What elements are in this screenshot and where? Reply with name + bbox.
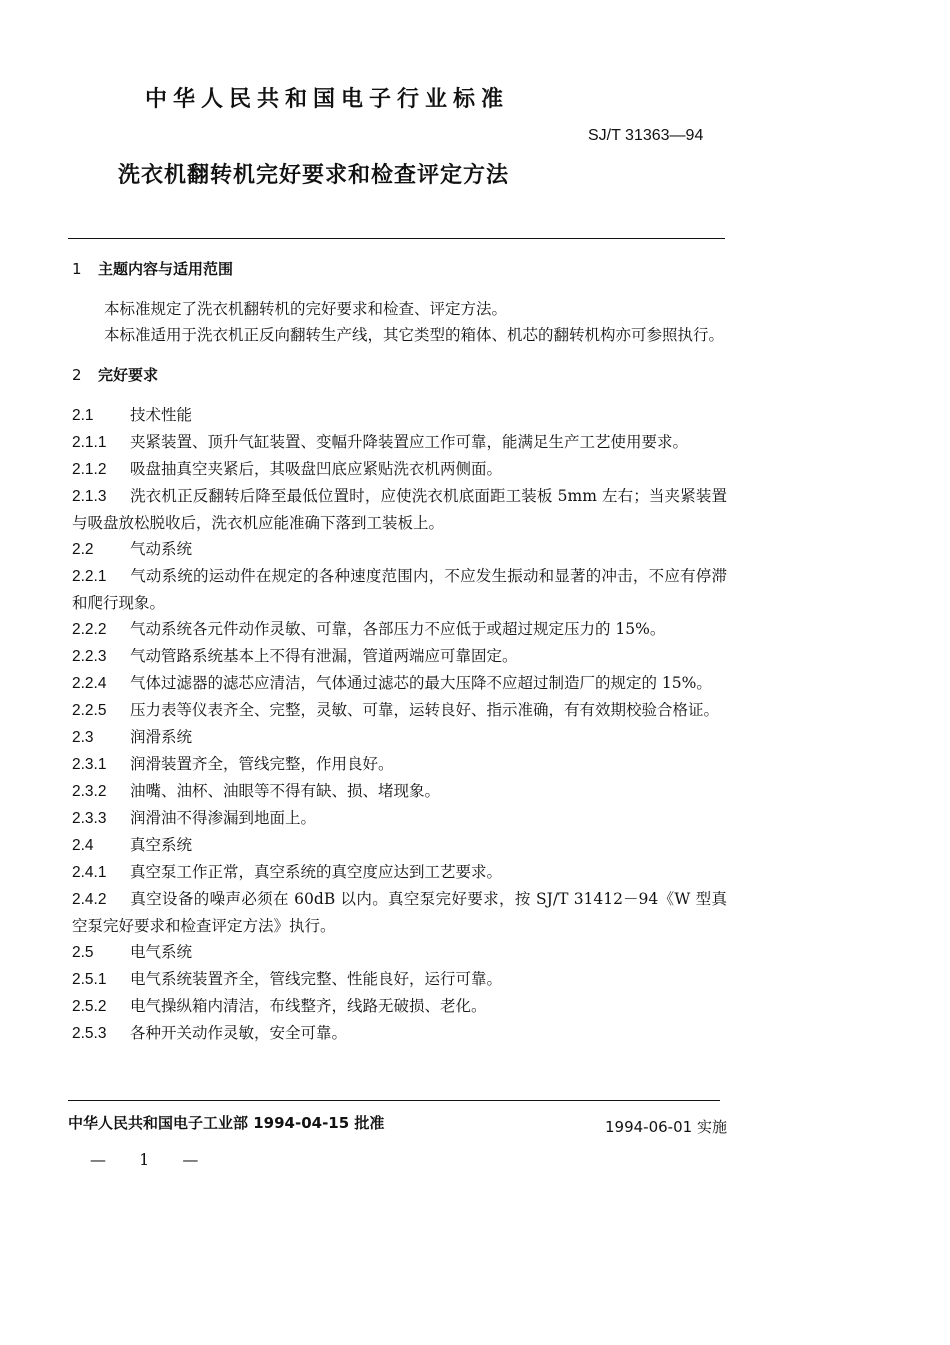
clause-number: 2.3 [72,729,94,746]
clause-item [72,966,727,993]
clause-number: 2.2.3 [72,648,107,665]
clause-number: 2.2.5 [72,702,107,719]
clause-number: 2.1.2 [72,461,107,478]
clause-text: 气动管路系统基本上不得有泄漏，管道两端应可靠固定。 [130,647,518,665]
header-divider [68,238,725,239]
clause-item [72,563,727,616]
spacer [72,348,727,362]
clause-text: 气体过滤器的滤芯应清洁，气体通过滤芯的最大压降不应超过制造厂的规定的 15%。 [130,674,712,692]
clause-text: 真空泵工作正常，真空系统的真空度应达到工艺要求。 [130,863,503,881]
clause-text: 洗衣机正反翻转后降至最低位置时，应使洗衣机底面距工装板 5mm 左右；当夹紧装置与吸盘放松脱收后，洗衣机应能准确下落到工装板上。 [72,487,727,532]
spacer [72,388,727,402]
clause-text: 各种开关动作灵敏，安全可靠。 [130,1024,348,1042]
clause-number: 2.4.2 [72,891,107,908]
clause-text: 真空系统 [130,836,193,854]
clause-item [72,697,727,724]
document-body [72,256,727,1047]
standard-code: SJ/T 31363—94 [588,127,704,144]
clause-text: 电气操纵箱内清洁，布线整齐，线路无破损、老化。 [130,997,487,1015]
clause-number: 2.3.3 [72,810,107,827]
clause-item [72,643,727,670]
clause-number: 2.2.1 [72,568,107,585]
clause-text: 润滑系统 [130,728,193,746]
clause-text: 气动系统各元件动作灵敏、可靠，各部压力不应低于或超过规定压力的 15%。 [130,620,666,638]
clause-item [72,1020,727,1047]
clause-item [72,751,727,778]
clause-number: 2.4.1 [72,864,107,881]
clause-text: 气动系统的运动件在规定的各种速度范围内，不应发生振动和显著的冲击，不应有停滞和爬行现象。 [72,567,727,612]
page-number: — 1 — [90,1150,213,1169]
clause-number: 2.1 [72,407,94,424]
clause-number: 2.1.1 [72,434,107,451]
clause-text: 技术性能 [130,406,193,424]
clause-number: 2.3.1 [72,756,107,773]
clause-text: 润滑油不得渗漏到地面上。 [130,809,317,827]
clause-item [72,670,727,697]
clause-number: 2.5 [72,944,94,961]
clause-item [72,832,727,859]
clause-text: 气动系统 [130,540,193,558]
paragraph: 本标准规定了洗衣机翻转机的完好要求和检查、评定方法。 [104,300,508,318]
clause-item [72,724,727,751]
paragraph: 本标准适用于洗衣机正反向翻转生产线，其它类型的箱体、机芯的翻转机构亦可参照执行。 [104,326,725,344]
clause-item [72,616,727,643]
approval-note: 中华人民共和国电子工业部 1994-04-15 批准 [68,1114,385,1132]
footer-divider [68,1100,720,1101]
section-number: 1 [72,260,82,278]
spacer [72,282,727,296]
section-title: 完好要求 [98,366,159,384]
clause-item [72,886,727,939]
clause-text: 润滑装置齐全，管线完整，作用良好。 [130,755,394,773]
section-number: 2 [72,366,82,384]
clause-text: 电气系统装置齐全，管线完整、性能良好，运行可靠。 [130,970,503,988]
clause-number: 2.3.2 [72,783,107,800]
section-title: 主题内容与适用范围 [98,260,234,278]
clause-item [72,805,727,832]
clause-item [72,483,727,536]
document-title: 洗衣机翻转机完好要求和检查评定方法 [118,163,510,188]
clause-item [72,429,727,456]
section-heading-2 [72,362,727,388]
clause-number: 2.2 [72,541,94,558]
clause-text: 真空设备的噪声必须在 60dB 以内。真空泵完好要求，按 SJ/T 31412－94《W 型真空泵完好要求和检查评定方法》执行。 [72,890,727,935]
clause-item [72,939,727,966]
clause-item [72,993,727,1020]
clause-text: 吸盘抽真空夹紧后，其吸盘凹底应紧贴洗衣机两侧面。 [130,460,503,478]
clause-item [72,402,727,429]
clause-text: 压力表等仪表齐全、完整，灵敏、可靠，运转良好、指示准确，有有效期校验合格证。 [130,701,720,719]
clause-number: 2.1.3 [72,488,107,505]
clause-item [72,456,727,483]
clause-list [72,402,727,1047]
clause-number: 2.4 [72,837,94,854]
clause-number: 2.2.4 [72,675,107,692]
issuing-organization: 中华人民共和国电子行业标准 [145,87,510,112]
clause-text: 油嘴、油杯、油眼等不得有缺、损、堵现象。 [130,782,441,800]
clause-item [72,536,727,563]
section-heading-1 [72,256,727,282]
clause-number: 2.5.3 [72,1025,107,1042]
clause-item [72,859,727,886]
clause-number: 2.5.2 [72,998,107,1015]
clause-text: 电气系统 [130,943,193,961]
clause-text: 夹紧装置、顶升气缸装置、变幅升降装置应工作可靠，能满足生产工艺使用要求。 [130,433,689,451]
clause-item [72,778,727,805]
implementation-date: 1994-06-01 实施 [605,1118,727,1136]
clause-number: 2.5.1 [72,971,107,988]
clause-number: 2.2.2 [72,621,107,638]
